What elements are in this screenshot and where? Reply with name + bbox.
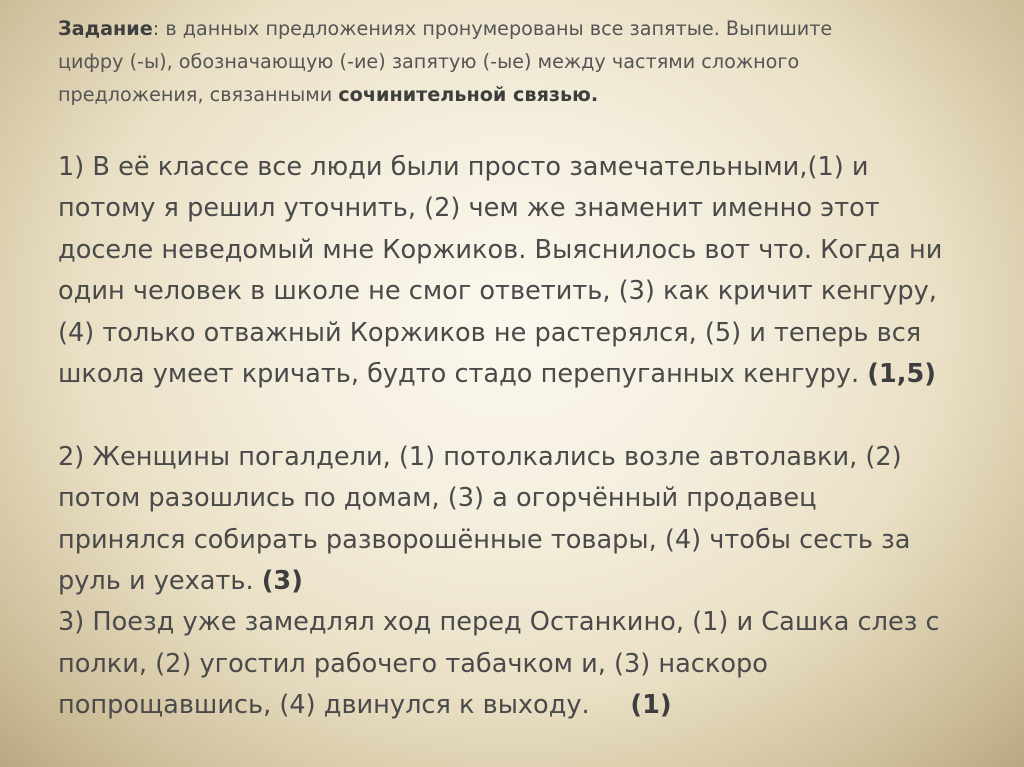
task-line-1: Задание: в данных предложениях пронумерованы все запятые. Выпишите xyxy=(58,17,833,40)
item-2-line-1: 2) Женщины погалдели, (1) потолкались возле автолавки, (2) xyxy=(58,441,902,472)
spacer xyxy=(58,395,998,436)
item-2-line-2: потом разошлись по домам, (3) а огорчённый продавец xyxy=(58,483,817,514)
item-1-line-4: один человек в школе не смог ответить, (3) как кричит кенгуру, xyxy=(58,276,937,307)
item-3-line-2: полки, (2) угостил рабочего табачком и, (3) наскоро xyxy=(58,648,768,679)
item-3-line-3: попрощавшись, (4) двинулся к выходу. (1) xyxy=(58,690,672,721)
exercise-body xyxy=(58,147,998,727)
item-1-line-3: доселе неведомый мне Коржиков. Выяснилось вот что. Когда ни xyxy=(58,234,943,265)
item-1-line-2: потому я решил уточнить, (2) чем же знаменит именно этот xyxy=(58,193,880,224)
item-1-line-5: (4) только отважный Коржиков не растерялся, (5) и теперь вся xyxy=(58,317,922,348)
task-line-3: предложения, связанными сочинительной связью. xyxy=(58,83,599,106)
item-1-line-1: 1) В её классе все люди были просто замечательными,(1) и xyxy=(58,152,869,182)
item-2-answer: (3) xyxy=(261,566,303,597)
exercise-item-3 xyxy=(58,602,998,726)
exercise-item-1 xyxy=(58,147,998,395)
task-instructions xyxy=(58,12,988,111)
item-1-line-6: школа умеет кричать, будто стадо перепуганных кенгуру. (1,5) xyxy=(58,359,936,390)
item-1-answer: (1,5) xyxy=(867,359,936,390)
item-3-line-1: 3) Поезд уже замедлял ход перед Останкино, (1) и Сашка слез с xyxy=(58,607,940,638)
item-2-line-3: принялся собирать разворошённые товары, (4) чтобы сесть за xyxy=(58,524,911,555)
task-label: Задание xyxy=(58,17,153,40)
item-2-line-4: руль и уехать. (3) xyxy=(58,566,303,597)
exercise-item-2 xyxy=(58,437,998,603)
task-line-2: цифру (-ы), обозначающую (-ие) запятую (-ые) между частями сложного xyxy=(58,50,800,73)
task-emphasis: сочинительной связью. xyxy=(338,83,599,106)
item-3-answer: (1) xyxy=(630,690,672,721)
